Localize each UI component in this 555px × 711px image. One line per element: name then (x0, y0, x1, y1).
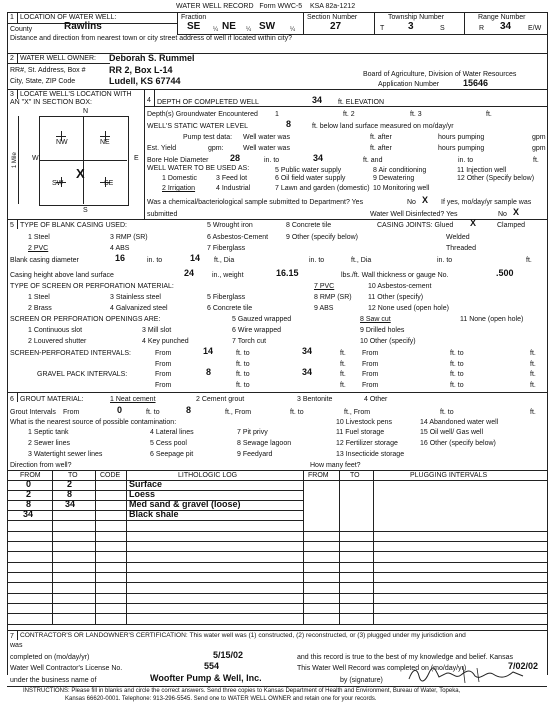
form-title: WATER WELL RECORD Form WWC-5 KSA 82a-1212 (176, 3, 356, 10)
instructions-line-1: INSTRUCTIONS: Please fill in blanks and circle the correct answers. Send three copies to Kansas Department of Health and Environment, Bureau of Water, Topeka, (23, 688, 461, 694)
bore-to-value: 34 (313, 153, 324, 163)
application-value: 15646 (463, 78, 489, 88)
owner-value: Deborah S. Rummel (109, 53, 195, 63)
s1-label: LOCATION OF WATER WELL: (20, 14, 117, 21)
county-value: Rawlins (64, 21, 102, 32)
s1-number: 1 (10, 14, 14, 21)
groundwater-label: Depth(s) Groundwater Encountered (147, 111, 258, 118)
city-value: Ludell, KS 67744 (109, 76, 181, 86)
range-label: Range Number (478, 14, 526, 21)
screen-to-value: 34 (302, 346, 313, 356)
grout-label: GROUT MATERIAL: (20, 396, 84, 403)
use-label: WELL WATER TO BE USED AS: (147, 165, 250, 172)
mile-label: 1 Mile (11, 152, 18, 169)
log-header-lithologic: LITHOLOGIC LOG (178, 472, 238, 479)
instructions-line-2: Kansas 66620-0001. Telephone: 913-296-5545. Send one to WATER WELL OWNER and retain one for your records. (65, 696, 377, 702)
casing-to-value: 14 (190, 253, 201, 263)
certification-text: CONTRACTOR'S OR LANDOWNER'S CERTIFICATION: This water well was (1) constructed, (2) reconstructed, or (3) plugged under my jurisdiction and (20, 632, 466, 639)
signature (405, 664, 530, 686)
owner-label: WATER WELL OWNER: (20, 55, 96, 62)
record-date: 7/02/02 (508, 661, 539, 671)
fraction-2: NE (222, 21, 236, 32)
static-label: WELL'S STATIC WATER LEVEL (147, 123, 249, 130)
application-label: Application Number (378, 81, 440, 88)
casing-pvc-selected: 2 PVC (28, 245, 49, 252)
use-irrigation-selected: 2 Irrigation (162, 185, 196, 192)
section-value: 27 (330, 21, 342, 32)
frame-left (7, 12, 8, 675)
well-location-mark: X (76, 166, 85, 181)
static-value: 8 (286, 119, 292, 129)
locate-label: LOCATE WELL'S LOCATION WITH (20, 91, 132, 98)
business-name: Woofter Pump & Well, Inc. (150, 673, 262, 683)
casing-weight-value: 16.15 (276, 268, 299, 278)
license-number: 554 (204, 661, 220, 671)
completed-date: 5/15/02 (213, 650, 244, 660)
screen-pvc-selected: 7 PVC (314, 283, 335, 290)
log-header-plugging: PLUGGING INTERVALS (410, 472, 488, 479)
water-well-record-form: WATER WELL RECORD Form WWC-5 KSA 82a-1212 1 LOCATION OF WATER WELL: County Rawlins Fraction SE ¼ NE ¼ SW ¼ Section Number 27 Township Number T 3 S Range Number R 34 E/W Distance and direction from nearest town or city street address of well if located within city? 2 WATER WELL OWNER: Deborah S. Rummel RR#, St. Address, Box # RR 2, Box L-14 City, State, ZIP Code Ludell, KS 67744 Board of Agriculture, Division of Water Resources Application Number 15646 3 LOCATE WELL'S LOCATION WITH AN "X" IN SECTION BOX: N S W E NW NE SW SE X 1 Mile 4 DEPTH OF COMPLETED WELL 34 ft. ELEVATION Depth(s) Groundwater Encountered 1 ft. 2 ft. 3 ft. WELL'S STATIC WATER LEVEL 8 ft. below land surface measured on mo/day/yr Pump test data: Well water was ft. after hours pumping gpm Est. Yield gpm: Well water was ft. after hours pumping gpm Bore Hole Diameter 28 in. to 34 ft. and in. to ft. WELL WATER TO BE USED AS: 5 Public water supply 8 Air conditioning 11 Injection well 1 Domestic 3 Feed lot 6 Oil field water supply 9 Dewatering 12 Other (Specify below) 2 Irrigation 4 Industrial 7 Lawn and garden (domestic) 10 Monitoring well Was a chemical/bacteriological sample submitted to Department? Yes No X If yes, mo/day/yr sample was submitted Water Well Disinfected? Yes No X 5 TYPE OF BLANK CASING USED: 5 Wrought iron 8 Concrete tile CASING JOINTS: Glued X Clamped 1 Steel 3 RMP (SR) 6 Asbestos-Cement 9 Other (specify below) Welded 2 PVC 4 ABS 7 Fiberglass Threaded Blank casing diameter 16 in. to 14 ft., Dia in. to ft., Dia in. to ft. Casing height above land surface 24 in., weight 16.15 lbs./ft. Wall thickness or gauge No. .500 TYPE OF SCREEN OR PERFORATION MATERIAL: 7 PVC 10 Asbestos-cement 1 Steel 3 Stainless steel 5 Fiberglass 8 RMP (SR) 11 Other (specify) 2 Brass 4 Galvanized steel 6 Concrete tile 9 ABS 12 None used (open hole) SCREEN OR PERFORATION OPENINGS ARE: 5 Gauzed wrapped 8 Saw cut 11 None (open hole) 1 Continuous slot 3 Mill slot 6 Wire wrapped 9 Drilled holes 2 Louvered shutter 4 Key punched 7 Torch cut 10 Other (specify) SCREEN-PERFORATED INTERVALS: From 14 ft. to 34 ft. From ft. to ft. From ft. to ft. From ft. to ft. GRAVEL PACK INTERVALS: From 8 ft. to 34 ft. From ft. to ft. From ft. to ft. From ft. to ft. 6 GROUT MATERIAL: 1 Neat cement 2 Cement grout 3 Bentonite 4 Other Grout Intervals From 0 ft. to 8 ft., From ft. to ft., From ft. to ft. What is the nearest source of possible contamination: 1 Septic tank 4 Lateral lines 7 Pit privy 10 Livestock pens 14 Abandoned water well 2 Sewer lines 5 Cess pool 8 Sewage lagoon 11 Fuel storage 15 Oil well/ Gas well 3 Watertight sewer lines 6 Seepage pit 9 Feedyard 12 Fertilizer storage 16 Other (specify below) 13 Insecticide storage Direction from well? How many feet? FROM TO CODE LITHOLOGIC LOG FROM TO PLUGGING INTERVALS 0 2 Surface 2 8 Loess 8 34 Med sand & gravel (loose) 34 Black shale 7 CONTRACTOR'S OR LANDOWNER'S CERTIFICATION: This water well was (1) constructed, (2) reconstructed, or (3) plugged under my jurisdiction and was completed on (mo/day/yr) 5/15/02 and this record is true to the best of my knowledge and belief. Kansas Water Well Contractor's License No. 554 This Water Well Record was completed on (mo/day/yr) 7/02/02 under the business name of Woofter Pump & Well, Inc. by (signature) INSTRUCTIONS: Please fill in blanks and circle the correct answers. Send three copies to Kansas Department of Health and Environment, Bureau of Water, Topeka, Kansas 66620-0001. Telephone: 913-296-5545. Send one to WATER WELL OWNER and retain one for your records. (0, 0, 555, 711)
gravel-to-value: 34 (302, 367, 313, 377)
grout-neat-cement-selected: 1 Neat cement (110, 396, 156, 403)
frame-right (547, 12, 548, 675)
grout-to-value: 8 (186, 405, 192, 415)
county-label: County (10, 26, 33, 33)
city-label: City, State, ZIP Code (10, 78, 76, 85)
wall-thickness-value: .500 (496, 268, 514, 278)
range-value: 34 (500, 21, 512, 32)
bore-label: Bore Hole Diameter (147, 157, 209, 164)
section-label: Section Number (307, 14, 358, 21)
log-header-to: TO (68, 472, 78, 479)
distance-label: Distance and direction from nearest town or city street address of well if located within city? (10, 35, 293, 42)
gravel-from-value: 8 (206, 367, 212, 377)
range-ew: E/W (528, 25, 542, 32)
address-value: RR 2, Box L-14 (109, 65, 173, 75)
township-label: Township Number (388, 14, 445, 21)
township-value: 3 (408, 21, 414, 32)
casing-diameter-value: 16 (115, 253, 126, 263)
opening-saw-cut-selected: 8 Saw cut (360, 316, 391, 323)
grout-from-value: 0 (117, 405, 123, 415)
log-header-from: FROM (20, 472, 41, 479)
screen-from-value: 14 (203, 346, 214, 356)
fraction-1: SE (187, 21, 201, 32)
depth-label: DEPTH OF COMPLETED WELL (157, 99, 259, 106)
fraction-label: Fraction (181, 14, 207, 21)
board-text: Board of Agriculture, Division of Water Resources (363, 71, 517, 78)
fraction-3: SW (259, 21, 276, 32)
depth-value: 34 (312, 95, 323, 105)
casing-label: TYPE OF BLANK CASING USED: (20, 222, 127, 229)
s1-top (7, 12, 547, 13)
log-header-code: CODE (100, 472, 121, 479)
bore-value: 28 (230, 153, 241, 163)
casing-height-value: 24 (184, 268, 195, 278)
address-label: RR#, St. Address, Box # (10, 67, 86, 74)
